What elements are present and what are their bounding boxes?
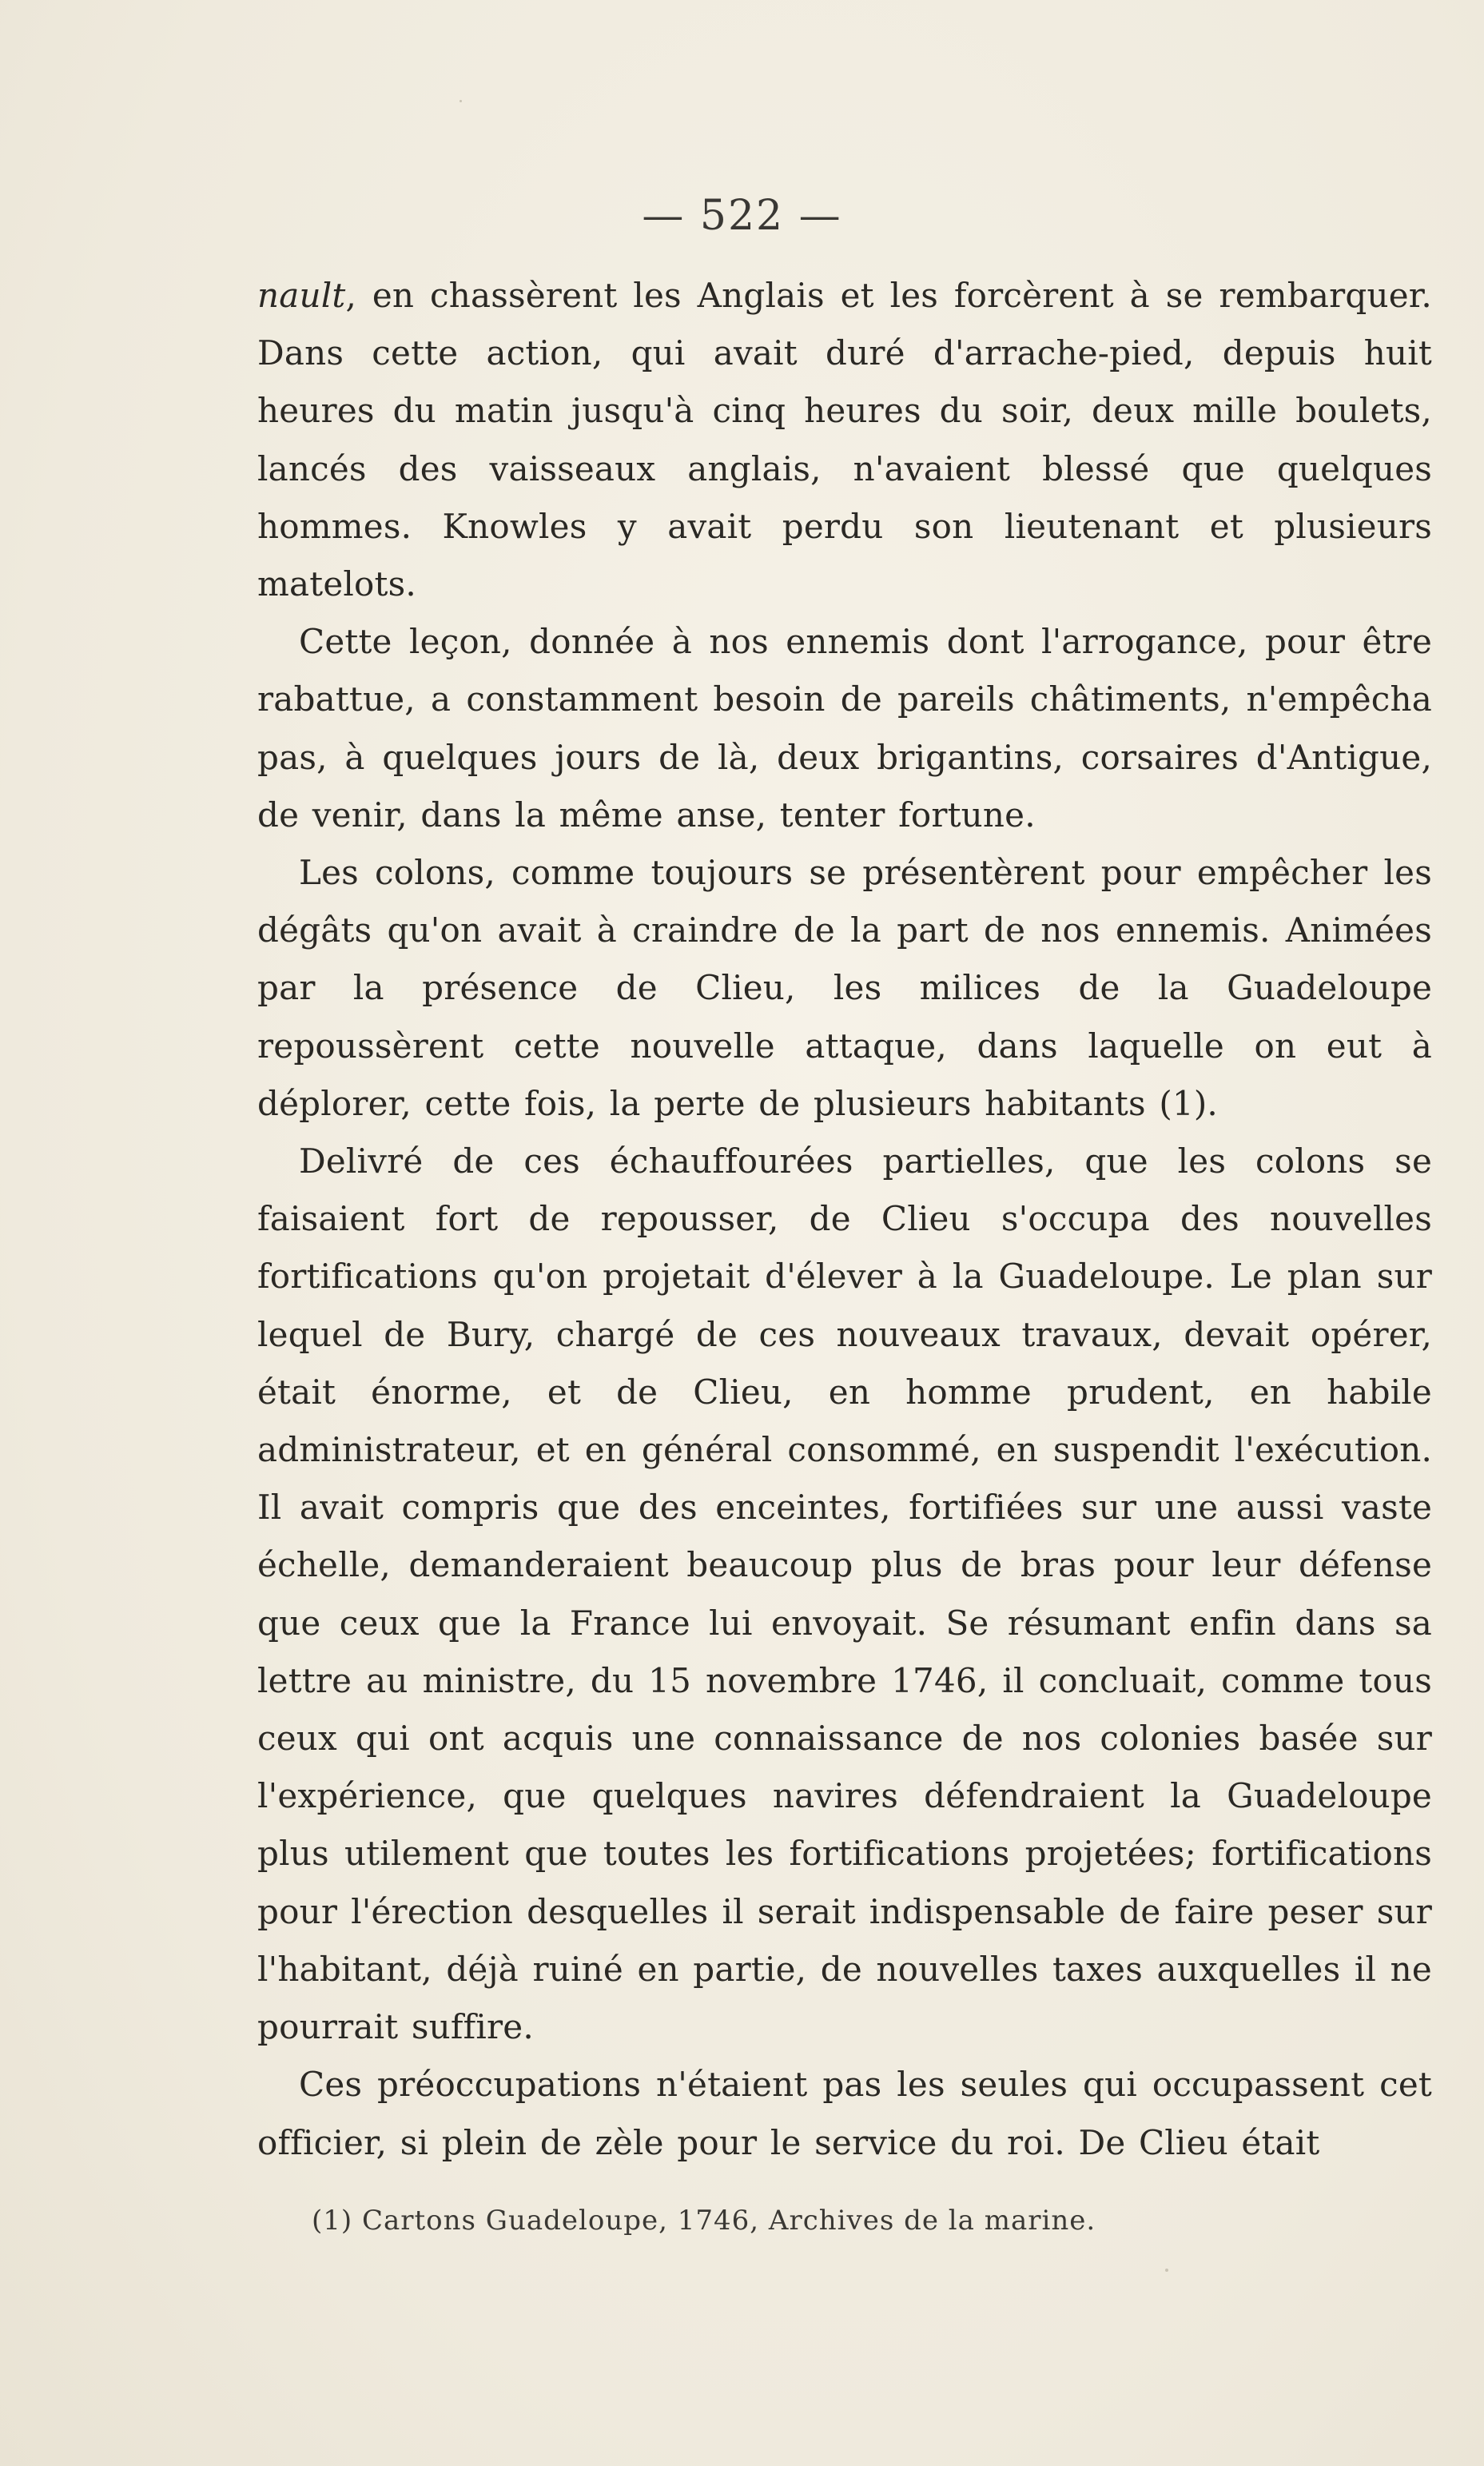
paragraph-text: Les colons, comme toujours se présentèrent pour empêcher les dégâts qu'on avait à craindre de la part de nos ennemis. Animées par la présence de Clieu, les milices de la Guadeloupe repoussèrent cette nouvelle attaque, dans laquelle on eut à déplorer, cette fois, la perte de plusieurs habitants (1). — [257, 853, 1432, 1123]
paper-speck — [1165, 2269, 1168, 2272]
paragraph-text: Ces préoccupations n'étaient pas les seules qui occupassent cet officier, si plein de zèle pour le service du roi. De Clieu était — [257, 2065, 1432, 2162]
paragraph — [257, 844, 1432, 1133]
footnote: (1) Cartons Guadeloupe, 1746, Archives de la marine. — [312, 2205, 1096, 2237]
italic-word: nault — [257, 276, 346, 315]
body-text — [257, 267, 1432, 2172]
paragraph — [257, 613, 1432, 844]
page-number: — 522 — — [642, 192, 842, 240]
paragraph-text: , en chassèrent les Anglais et les forcèrent à se rembarquer. Dans cette action, qui avait duré d'arrache-pied, depuis huit heures du matin jusqu'à cinq heures du soir, deux mille boulets, lancés des vaisseaux anglais, n'avaient blessé que quelques hommes. Knowles y avait perdu son lieutenant et plusieurs matelots. — [257, 276, 1432, 604]
paragraph-text: Cette leçon, donnée à nos ennemis dont l'arrogance, pour être rabattue, a constamment besoin de pareils châtiments, n'empêcha pas, à quelques jours de là, deux brigantins, corsaires d'Antigue, de venir, dans la même anse, tenter fortune. — [257, 622, 1432, 835]
paragraph — [257, 2056, 1432, 2171]
paragraph-text: Delivré de ces échauffourées partielles, que les colons se faisaient fort de repousser, de Clieu s'occupa des nouvelles fortifications qu'on projetait d'élever à la Guadeloupe. Le plan sur lequel de Bury, chargé de ces nouveaux travaux, devait opérer, était énorme, et de Clieu, en homme prudent, en habile administrateur, et en général consommé, en suspendit l'exécution. Il avait compris que des enceintes, fortifiées sur une aussi vaste échelle, demanderaient beaucoup plus de bras pour leur défense que ceux que la France lui envoyait. Se résumant enfin dans sa lettre au ministre, du 15 novembre 1746, il concluait, comme tous ceux qui ont acquis une connaissance de nos colonies basée sur l'expérience, que quelques navires défendraient la Guadeloupe plus utilement que toutes les fortifications projetées; fortifications pour l'érection desquelles il serait indispensable de faire peser sur l'habitant, déjà ruiné en partie, de nouvelles taxes auxquelles il ne pourrait suffire. — [257, 1141, 1432, 2047]
paper-speck — [460, 100, 462, 102]
paragraph — [257, 1133, 1432, 2056]
paragraph — [257, 267, 1432, 613]
